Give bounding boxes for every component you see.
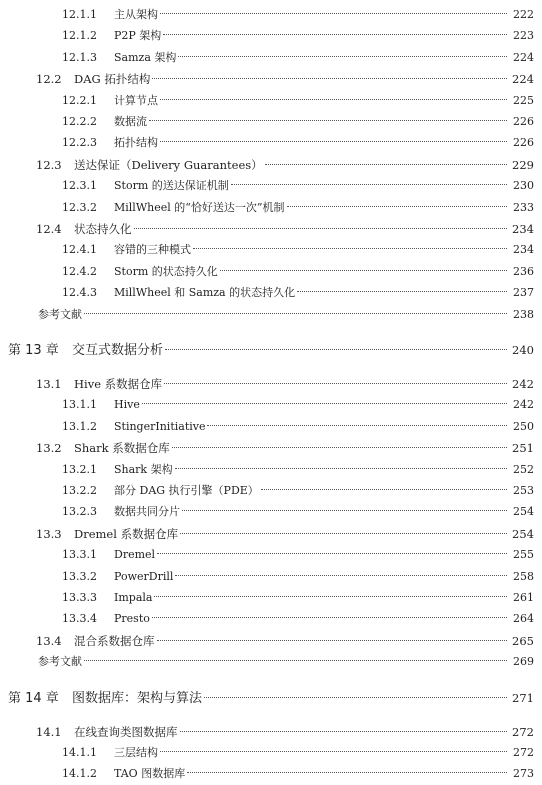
toc-entry-number: 14.1.1	[62, 746, 97, 759]
dot-leader	[287, 206, 508, 207]
toc-entry-number: 13.1	[36, 377, 62, 391]
toc-entry-number: 12.1.2	[62, 29, 97, 43]
toc-entry-title: Hive 系数据仓库	[74, 377, 163, 391]
toc-entry[interactable]	[0, 630, 542, 652]
toc-entry-title: 数据流	[114, 115, 147, 128]
toc-page-number: 258	[513, 569, 534, 583]
dot-leader	[220, 270, 507, 271]
toc-entry-title: 部分 DAG 执行引擎（PDE）	[114, 484, 259, 497]
toc-page-number: 271	[512, 690, 534, 705]
toc-entry[interactable]	[0, 154, 542, 176]
toc-page-number: 222	[513, 8, 534, 21]
dot-leader	[142, 403, 507, 404]
toc-entry-number: 14.1.2	[62, 767, 97, 781]
toc-page-number: 253	[513, 484, 534, 497]
dot-leader	[175, 575, 507, 576]
dot-leader	[180, 731, 508, 732]
toc-entry-title: 计算节点	[114, 93, 158, 107]
toc-entry-number: 第 14 章	[8, 690, 59, 706]
toc-page-number: 264	[513, 612, 534, 626]
toc-entry[interactable]	[0, 218, 542, 240]
toc-page-number: 224	[513, 50, 534, 64]
toc-entry[interactable]	[0, 608, 542, 630]
dot-leader	[165, 349, 507, 350]
toc-entry-title: Presto	[114, 612, 150, 626]
toc-entry-number: 13.2.2	[62, 484, 97, 497]
toc-entry-title: PowerDrill	[114, 569, 174, 583]
dot-leader	[187, 772, 507, 773]
toc-entry[interactable]	[0, 4, 542, 26]
toc-entry[interactable]	[0, 721, 542, 743]
toc-entry-title: Storm 的状态持久化	[114, 264, 218, 278]
toc-entry-title: MillWheel 的“恰好送达一次”机制	[114, 200, 285, 214]
toc-entry-title: 容错的三种模式	[114, 243, 191, 257]
toc-page-number: 226	[513, 136, 534, 150]
toc-entry-number: 13.3.3	[62, 591, 97, 604]
toc-page-number: 237	[513, 286, 534, 300]
dot-leader	[154, 596, 507, 597]
toc-page-number: 265	[512, 633, 534, 648]
toc-entry-title: Impala	[114, 591, 153, 604]
dot-leader	[193, 248, 507, 249]
dot-leader	[265, 164, 507, 165]
toc-entry-title: MillWheel 和 Samza 的状态持久化	[114, 286, 296, 300]
toc-entry-title: 主从架构	[114, 8, 158, 21]
toc-entry[interactable]	[0, 90, 542, 112]
toc-entry-title: 送达保证（Delivery Guarantees）	[74, 157, 263, 172]
toc-page-number: 252	[513, 462, 534, 476]
toc-page-number: 261	[513, 591, 534, 604]
toc-entry-number: 12.3	[36, 157, 62, 172]
toc-chapter-entry[interactable]	[0, 339, 542, 361]
dot-leader	[164, 383, 507, 384]
toc-entry-title: StingerInitiative	[114, 419, 206, 433]
toc-entry[interactable]	[0, 25, 542, 47]
toc-entry[interactable]	[0, 742, 542, 764]
toc-page-number: 242	[512, 377, 534, 391]
toc-entry[interactable]	[0, 197, 542, 219]
toc-page-number: 269	[513, 655, 534, 669]
toc-entry[interactable]	[0, 587, 542, 609]
toc-entry-title: 数据共同分片	[114, 505, 180, 519]
toc-entry-number: 13.3.1	[62, 548, 97, 562]
toc-entry-title: TAO 图数据库	[114, 767, 186, 781]
dot-leader	[152, 617, 507, 618]
toc-page-number: 250	[513, 419, 534, 433]
dot-leader	[149, 120, 507, 121]
dot-leader	[261, 489, 507, 490]
toc-page-number: 255	[513, 548, 534, 562]
toc-page-number: 272	[512, 724, 534, 739]
toc-entry-number: 12.4.3	[62, 286, 97, 300]
dot-leader	[84, 313, 507, 314]
toc-entry-number: 13.1.2	[62, 419, 97, 433]
toc-entry-number: 12.2.1	[62, 93, 97, 107]
toc-entry-number: 12.4.1	[62, 243, 97, 257]
toc-entry-title: 参考文献	[38, 655, 82, 669]
dot-leader	[182, 510, 507, 511]
dot-leader	[134, 228, 508, 229]
toc-page-number: 242	[513, 398, 534, 412]
toc-page-number: 240	[512, 343, 534, 357]
toc-entry-title: 三层结构	[114, 746, 158, 759]
dot-leader	[84, 660, 507, 661]
dot-leader	[172, 447, 507, 448]
toc-entry-title: 状态持久化	[74, 222, 132, 236]
toc-page-number: 223	[513, 29, 534, 43]
toc-entry-title: Shark 架构	[114, 462, 173, 476]
toc-page-number: 234	[512, 222, 534, 236]
toc-entry-number: 13.4	[36, 633, 62, 648]
toc-entry-number: 13.3.4	[62, 612, 97, 626]
toc-entry-number: 14.1	[36, 724, 62, 739]
toc-page-number: 229	[512, 157, 534, 172]
toc-page-number: 254	[512, 526, 534, 541]
toc-entry-number: 13.2.3	[62, 505, 97, 519]
toc-entry-number: 13.3.2	[62, 569, 97, 583]
toc-entry[interactable]	[0, 437, 542, 459]
toc-references-entry[interactable]	[0, 651, 542, 673]
toc-page-number: 225	[513, 93, 534, 107]
dot-leader	[160, 13, 507, 14]
toc-entry-title: Hive	[114, 398, 140, 412]
toc-page-number: 251	[512, 441, 534, 456]
toc-page-number: 273	[513, 767, 534, 781]
dot-leader	[178, 56, 507, 57]
toc-entry[interactable]	[0, 480, 542, 502]
toc-entry-number: 13.3	[36, 526, 62, 541]
toc-entry[interactable]	[0, 47, 542, 69]
toc-entry[interactable]	[0, 261, 542, 283]
toc-entry[interactable]	[0, 544, 542, 566]
toc-entry[interactable]	[0, 523, 542, 545]
toc-entry-title: DAG 拓扑结构	[74, 72, 151, 87]
toc-entry[interactable]	[0, 763, 542, 785]
dot-leader	[207, 425, 507, 426]
dot-leader	[160, 141, 507, 142]
toc-page-number: 236	[513, 264, 534, 278]
toc-entry-number: 12.3.2	[62, 200, 97, 214]
toc-entry-number: 第 13 章	[8, 343, 59, 358]
toc-entry-number: 13.2	[36, 441, 62, 456]
dot-leader	[157, 553, 507, 554]
dot-leader	[297, 291, 507, 292]
toc-entry-number: 12.3.1	[62, 179, 97, 193]
toc-entry[interactable]	[0, 373, 542, 395]
toc-chapter-entry[interactable]	[0, 687, 542, 709]
dot-leader	[180, 533, 507, 534]
toc-entry-number: 12.1.1	[62, 8, 97, 21]
toc-page-number: 238	[513, 307, 534, 321]
toc-page-number: 230	[513, 179, 534, 193]
toc-entry-title: 混合系数据仓库	[74, 633, 155, 648]
toc-references-entry[interactable]	[0, 304, 542, 326]
toc-entry-number: 12.4.2	[62, 264, 97, 278]
toc-entry[interactable]	[0, 132, 542, 154]
toc-entry-number: 12.4	[36, 222, 62, 236]
toc-entry[interactable]	[0, 566, 542, 588]
toc-page-number: 272	[513, 746, 534, 759]
toc-entry[interactable]	[0, 459, 542, 481]
toc-entry-number: 13.1.1	[62, 398, 97, 412]
toc-entry-title: P2P 架构	[114, 29, 162, 43]
toc-entry-title: Storm 的送达保证机制	[114, 179, 229, 193]
toc-entry-title: Samza 架构	[114, 50, 177, 64]
toc-entry-title: 拓扑结构	[114, 136, 158, 150]
toc-page-number: 226	[513, 115, 534, 128]
toc-entry[interactable]	[0, 394, 542, 416]
toc-entry[interactable]	[0, 239, 542, 261]
toc-entry-title: Dremel	[114, 548, 156, 562]
dot-leader	[160, 99, 507, 100]
dot-leader	[175, 468, 507, 469]
toc-page-number: 254	[513, 505, 534, 519]
dot-leader	[204, 697, 507, 698]
dot-leader	[163, 34, 507, 35]
dot-leader	[231, 184, 507, 185]
toc-entry-title: Dremel 系数据仓库	[74, 526, 179, 541]
toc-entry[interactable]	[0, 282, 542, 304]
toc-entry[interactable]	[0, 501, 542, 523]
dot-leader	[157, 640, 508, 641]
toc-entry-number: 12.2	[36, 72, 62, 87]
toc-entry-title: 参考文献	[38, 307, 82, 321]
toc-entry-title: Shark 系数据仓库	[74, 441, 170, 456]
toc-entry-number: 12.2.2	[62, 115, 97, 128]
toc-entry-number: 12.1.3	[62, 50, 97, 64]
toc-entry-title: 在线查询类图数据库	[74, 724, 178, 739]
toc-entry-number: 12.2.3	[62, 136, 97, 150]
toc-page-number: 233	[513, 200, 534, 214]
dot-leader	[160, 751, 507, 752]
toc-page-number: 234	[513, 243, 534, 257]
toc-entry-title: 交互式数据分析	[72, 343, 164, 358]
dot-leader	[152, 78, 507, 79]
toc-entry-title: 图数据库：架构与算法	[72, 690, 203, 706]
toc-entry[interactable]	[0, 68, 542, 90]
toc-entry-number: 13.2.1	[62, 462, 97, 476]
toc-entry[interactable]	[0, 111, 542, 133]
toc-entry[interactable]	[0, 416, 542, 438]
toc-page-number: 224	[512, 72, 534, 87]
toc-entry[interactable]	[0, 175, 542, 197]
